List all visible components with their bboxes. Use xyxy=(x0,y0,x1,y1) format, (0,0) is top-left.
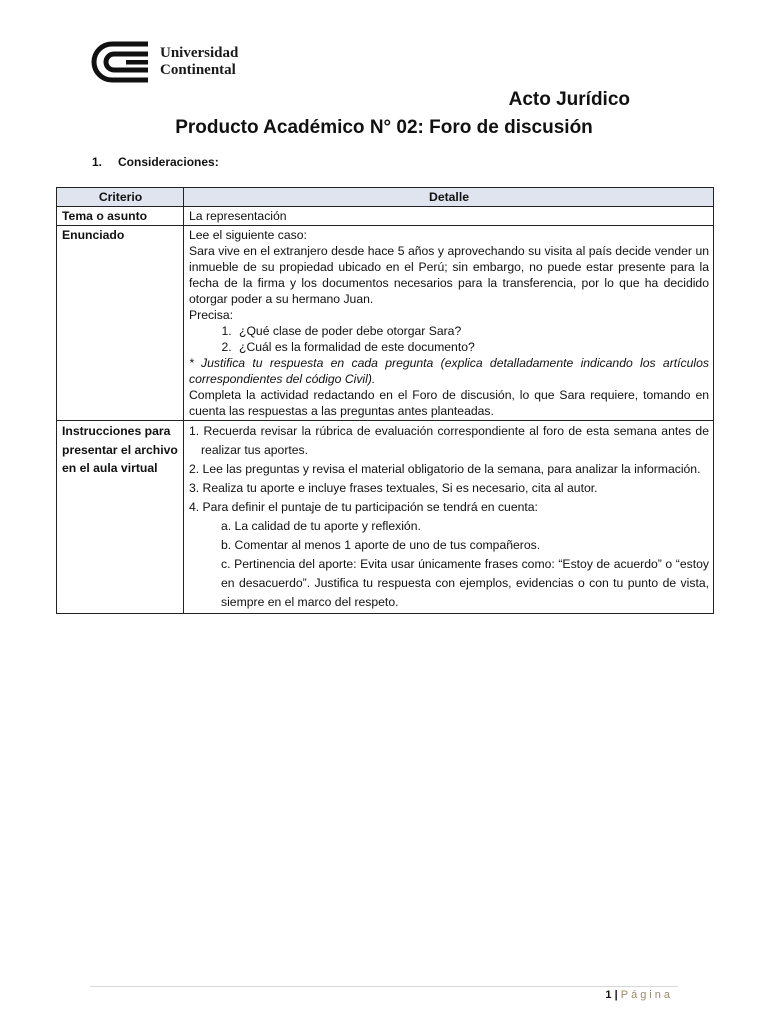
page-label: Página xyxy=(620,989,673,1001)
statement-closing: Completa la actividad redactando en el Foro de discusión, lo que Sara requiere, tomando en cuenta las respuestas a las preguntas antes planteadas. xyxy=(189,388,709,418)
logo-line-2: Continental xyxy=(160,62,236,78)
section-number: 1. xyxy=(92,155,103,169)
instruction-item: 1. Recuerda revisar la rúbrica de evaluación correspondiente al foro de esta semana antes de realizar tus aportes. xyxy=(189,424,709,457)
section-title: Consideraciones: xyxy=(118,155,219,169)
table-row-statement xyxy=(57,226,714,421)
instruction-item: 2. Lee las preguntas y revisa el material obligatorio de la semana, para analizar la información. xyxy=(189,462,701,476)
course-title: Acto Jurídico xyxy=(508,89,630,110)
logo-text xyxy=(160,45,238,79)
instructions-content xyxy=(184,421,714,614)
statement-content xyxy=(184,226,714,421)
instruction-subitem: c. Pertinencia del aporte: Evita usar únicamente frases como: “Estoy de acuerdo” o “estoy en desacuerdo”. Justifica tu respuesta con ejemplos, evidencias o con tu punto de vista, siempre en el marco del respeto. xyxy=(221,557,709,609)
statement-precisa: Precisa: xyxy=(189,308,234,322)
section-heading xyxy=(92,155,219,169)
header-criterio: Criterio xyxy=(57,188,184,207)
instruction-subitem: a. La calidad de tu aporte y reflexión. xyxy=(221,519,421,533)
page-footer xyxy=(605,989,673,1001)
continental-logo-icon xyxy=(90,40,152,84)
footer-divider xyxy=(90,986,678,987)
table-header-row xyxy=(57,188,714,207)
considerations-table xyxy=(56,187,714,614)
topic-label: Tema o asunto xyxy=(57,207,184,226)
statement-label: Enunciado xyxy=(57,226,184,421)
instructions-label: Instrucciones para presentar el archivo en el aula virtual xyxy=(57,421,184,614)
question-item: 2. ¿Cuál es la formalidad de este documento? xyxy=(235,339,709,355)
table-row-topic xyxy=(57,207,714,226)
questions-list xyxy=(189,323,709,355)
instruction-item: 4. Para definir el puntaje de tu participación se tendrá en cuenta: xyxy=(189,500,538,514)
topic-value: La representación xyxy=(184,207,714,226)
header-detalle: Detalle xyxy=(184,188,714,207)
product-title: Producto Académico N° 02: Foro de discusión xyxy=(175,117,593,138)
page-number: 1 xyxy=(605,989,612,1001)
footer-separator: | xyxy=(614,989,618,1001)
statement-case: Sara vive en el extranjero desde hace 5 años y aprovechando su visita al país decide vender un inmueble de su propiedad ubicado en el Perú; sin embargo, no puede estar presente para la fecha de la firma y los documentos necesarios para la transferencia, por lo que ha decidido otorgar poder a su hermano Juan. xyxy=(189,244,709,306)
statement-intro: Lee el siguiente caso: xyxy=(189,228,307,242)
statement-note: * Justifica tu respuesta en cada pregunta (explica detalladamente indicando los artículos correspondientes del código Civil). xyxy=(189,356,709,386)
instruction-subitem: b. Comentar al menos 1 aporte de uno de tus compañeros. xyxy=(221,538,541,552)
table-row-instructions xyxy=(57,421,714,614)
university-logo xyxy=(90,40,238,84)
instruction-item: 3. Realiza tu aporte e incluye frases textuales, Si es necesario, cita al autor. xyxy=(189,481,598,495)
logo-line-1: Universidad xyxy=(160,45,239,61)
question-item: 1. ¿Qué clase de poder debe otorgar Sara? xyxy=(235,323,709,339)
